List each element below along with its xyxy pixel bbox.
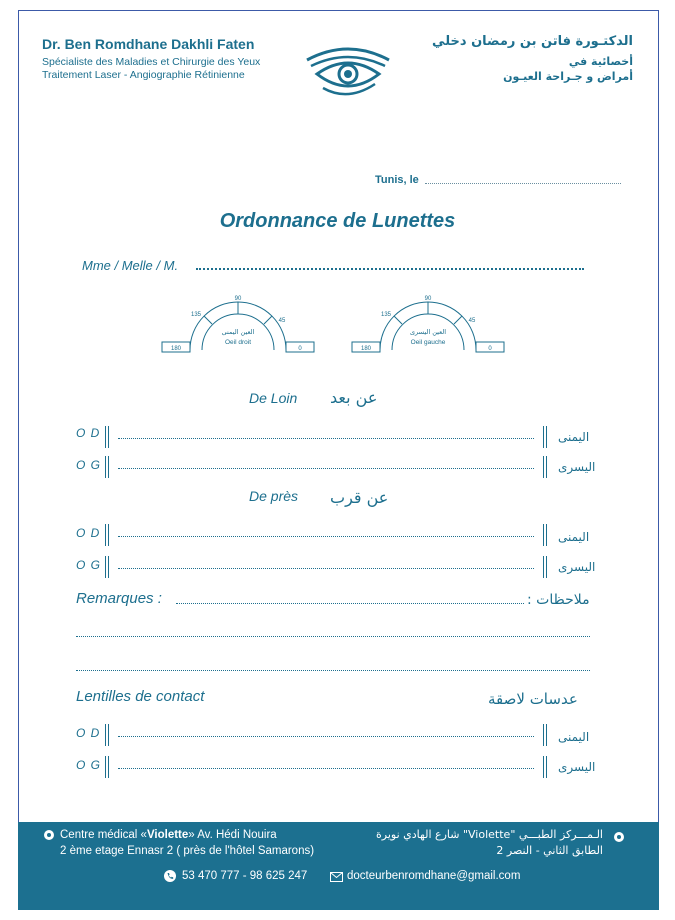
section-contacts-label: Lentilles de contact	[76, 688, 205, 705]
near-od-field[interactable]	[118, 536, 534, 537]
deg-45-label: 45	[278, 318, 286, 324]
section-contacts-label-arabic: عدسات لاصقة	[488, 690, 578, 708]
footer-address-ar	[313, 827, 603, 859]
contacts-og-field[interactable]	[118, 768, 534, 769]
far-og-field[interactable]	[118, 468, 534, 469]
contacts-og-label-arabic: اليسرى	[558, 760, 596, 774]
date-field[interactable]	[425, 183, 621, 184]
contacts-og-bar-right	[543, 756, 547, 778]
contacts-od-field[interactable]	[118, 736, 534, 737]
doctor-name: Dr. Ben Romdhane Dakhli Faten	[42, 36, 255, 52]
deg-135-label: 135	[380, 312, 392, 318]
axis-ar-label: العين اليمنى	[221, 328, 255, 336]
ar-address-line-1: الـمـــركز الطبـــي "Violette" شارع الهادي نويرة	[376, 828, 603, 841]
remarks-field-3[interactable]	[76, 670, 590, 671]
remarks-field-2[interactable]	[76, 636, 590, 637]
deg-180-label: 180	[170, 346, 182, 352]
footer-band	[18, 822, 659, 910]
date-label: Tunis, le	[375, 174, 419, 186]
location-pin-icon	[44, 830, 54, 840]
section-near-label: De près	[249, 488, 299, 504]
phone-icon	[164, 870, 176, 882]
far-od-label: O D	[76, 426, 101, 440]
near-og-field[interactable]	[118, 568, 534, 569]
near-og-label-arabic: اليسرى	[558, 560, 596, 574]
axis-fr-label: Oeil gauche	[410, 339, 446, 346]
axis-chart-left-eye	[350, 292, 506, 354]
address-line-1-pre: Centre médical «	[60, 829, 147, 841]
far-og-bar-left	[105, 456, 109, 478]
doctor-specialty	[42, 56, 260, 82]
doctor-name-arabic: الدكتـورة فاتن بن رمضان دخلي	[432, 34, 633, 49]
address-line-1-post: » Av. Hédi Nouira	[188, 829, 277, 841]
deg-180-label: 180	[360, 346, 372, 352]
contacts-og-label: O G	[76, 758, 102, 772]
far-od-label-arabic: اليمنى	[558, 430, 590, 444]
far-og-label: O G	[76, 458, 102, 472]
far-og-label-arabic: اليسرى	[558, 460, 596, 474]
remarks-label: Remarques :	[76, 590, 162, 607]
specialty-line-2: Traitement Laser - Angiographie Rétinienne	[42, 69, 245, 81]
near-od-bar-right	[543, 524, 547, 546]
far-og-bar-right	[543, 456, 547, 478]
remarks-label-arabic: ملاحظات :	[527, 592, 590, 608]
page-title: Ordonnance de Lunettes	[219, 210, 456, 232]
specialty-line-1: Spécialiste des Maladies et Chirurgie des Yeux	[42, 56, 261, 68]
eye-logo-icon	[303, 44, 393, 98]
section-far-label-arabic: عن بعد	[330, 388, 378, 407]
address-center-name: Violette	[146, 829, 189, 841]
near-og-bar-right	[543, 556, 547, 578]
contacts-od-label-arabic: اليمنى	[558, 730, 590, 744]
near-od-label-arabic: اليمنى	[558, 530, 590, 544]
axis-ar-label: العين اليسرى	[409, 328, 447, 336]
deg-90-label: 90	[234, 296, 242, 302]
near-od-label: O D	[76, 526, 101, 540]
axis-fr-label: Oeil droit	[224, 339, 252, 346]
patient-field[interactable]	[196, 268, 584, 270]
deg-135-label: 135	[190, 312, 202, 318]
axis-chart-right-eye	[160, 292, 316, 354]
section-far-label: De Loin	[249, 390, 298, 406]
patient-label: Mme / Melle / M.	[82, 258, 179, 273]
contacts-od-bar-left	[105, 724, 109, 746]
deg-0-label: 0	[298, 346, 302, 352]
far-od-bar-right	[543, 426, 547, 448]
ar-specialty-line-1: أخصائية في	[568, 55, 633, 68]
near-og-bar-left	[105, 556, 109, 578]
contacts-od-label: O D	[76, 726, 101, 740]
envelope-icon	[330, 872, 343, 882]
deg-90-label: 90	[424, 296, 432, 302]
contacts-og-bar-left	[105, 756, 109, 778]
deg-0-label: 0	[488, 346, 492, 352]
section-near-label-arabic: عن قرب	[330, 488, 389, 507]
contacts-od-bar-right	[543, 724, 547, 746]
near-od-bar-left	[105, 524, 109, 546]
footer-email[interactable]: docteurbenromdhane@gmail.com	[347, 870, 521, 882]
near-og-label: O G	[76, 558, 102, 572]
ar-address-line-2: الطابق الثاني - النصر 2	[496, 844, 603, 857]
address-line-2: 2 ème etage Ennasr 2 ( près de l'hôtel Samarons)	[60, 845, 315, 857]
ar-specialty-line-2: أمراض و جـراحة العيـون	[503, 70, 633, 83]
far-od-field[interactable]	[118, 438, 534, 439]
location-pin-icon-ar	[614, 832, 624, 842]
doctor-specialty-arabic	[503, 54, 633, 84]
remarks-field-1[interactable]	[176, 603, 524, 604]
deg-45-label: 45	[468, 318, 476, 324]
footer-phone[interactable]: 53 470 777 - 98 625 247	[182, 870, 308, 882]
far-od-bar-left	[105, 426, 109, 448]
